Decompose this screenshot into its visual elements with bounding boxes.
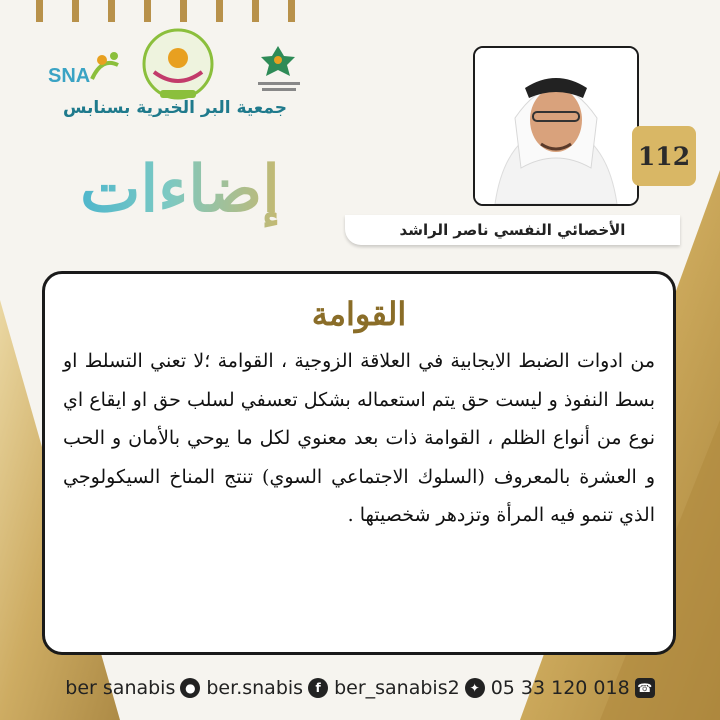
snapchat-icon: ● — [180, 678, 200, 698]
top-decorative-bars — [0, 0, 310, 22]
phone-contact[interactable] — [491, 677, 655, 699]
content-card — [42, 271, 676, 655]
contact-footer — [0, 668, 720, 708]
snapchat-contact[interactable] — [65, 677, 200, 699]
author-name: الأخصائي النفسي ناصر الراشد — [345, 215, 680, 245]
charity-emblem — [144, 30, 212, 98]
episode-number-badge: 112 — [632, 126, 696, 186]
author-photo — [473, 46, 639, 206]
twitter-handle: ber_sanabis2 — [334, 677, 460, 699]
person-illustration — [475, 48, 637, 204]
phone-number: 05 33 120 018 — [490, 677, 630, 699]
ministry-logo — [258, 46, 300, 91]
facebook-contact[interactable] — [206, 677, 328, 699]
card-body-text: من ادوات الضبط الايجابية في العلاقة الزوجية ، القوامة ؛لا تعني التسلط او بسط النفوذ و ليست حق يتم استعماله بشكل تعسفي لسلب حق او ايقاع اي نوع من أنواع الظلم ، القوامة ذات بعد معنوي لكل ما يوحي بالأمان و الحب و العشرة بالمعروف (السلوك الاجتماعي السوي) تنتج المناخ السيكولوجي الذي تنمو فيه المرأة وتزدهر شخصيتها . — [63, 350, 655, 526]
twitter-contact[interactable] — [334, 677, 485, 699]
snapchat-handle: ber sanabis — [65, 677, 176, 699]
facebook-handle: ber.snabis — [206, 677, 304, 699]
phone-icon: ☎ — [635, 678, 655, 698]
svg-text:SNA: SNA — [48, 65, 91, 87]
twitter-icon: ✦ — [465, 678, 485, 698]
series-title: إضاءات — [50, 150, 310, 230]
organization-name: جمعية البر الخيرية بسنابس — [62, 98, 288, 118]
facebook-icon: f — [308, 678, 328, 698]
card-title: القوامة — [311, 295, 407, 333]
sna-logo — [48, 52, 118, 87]
